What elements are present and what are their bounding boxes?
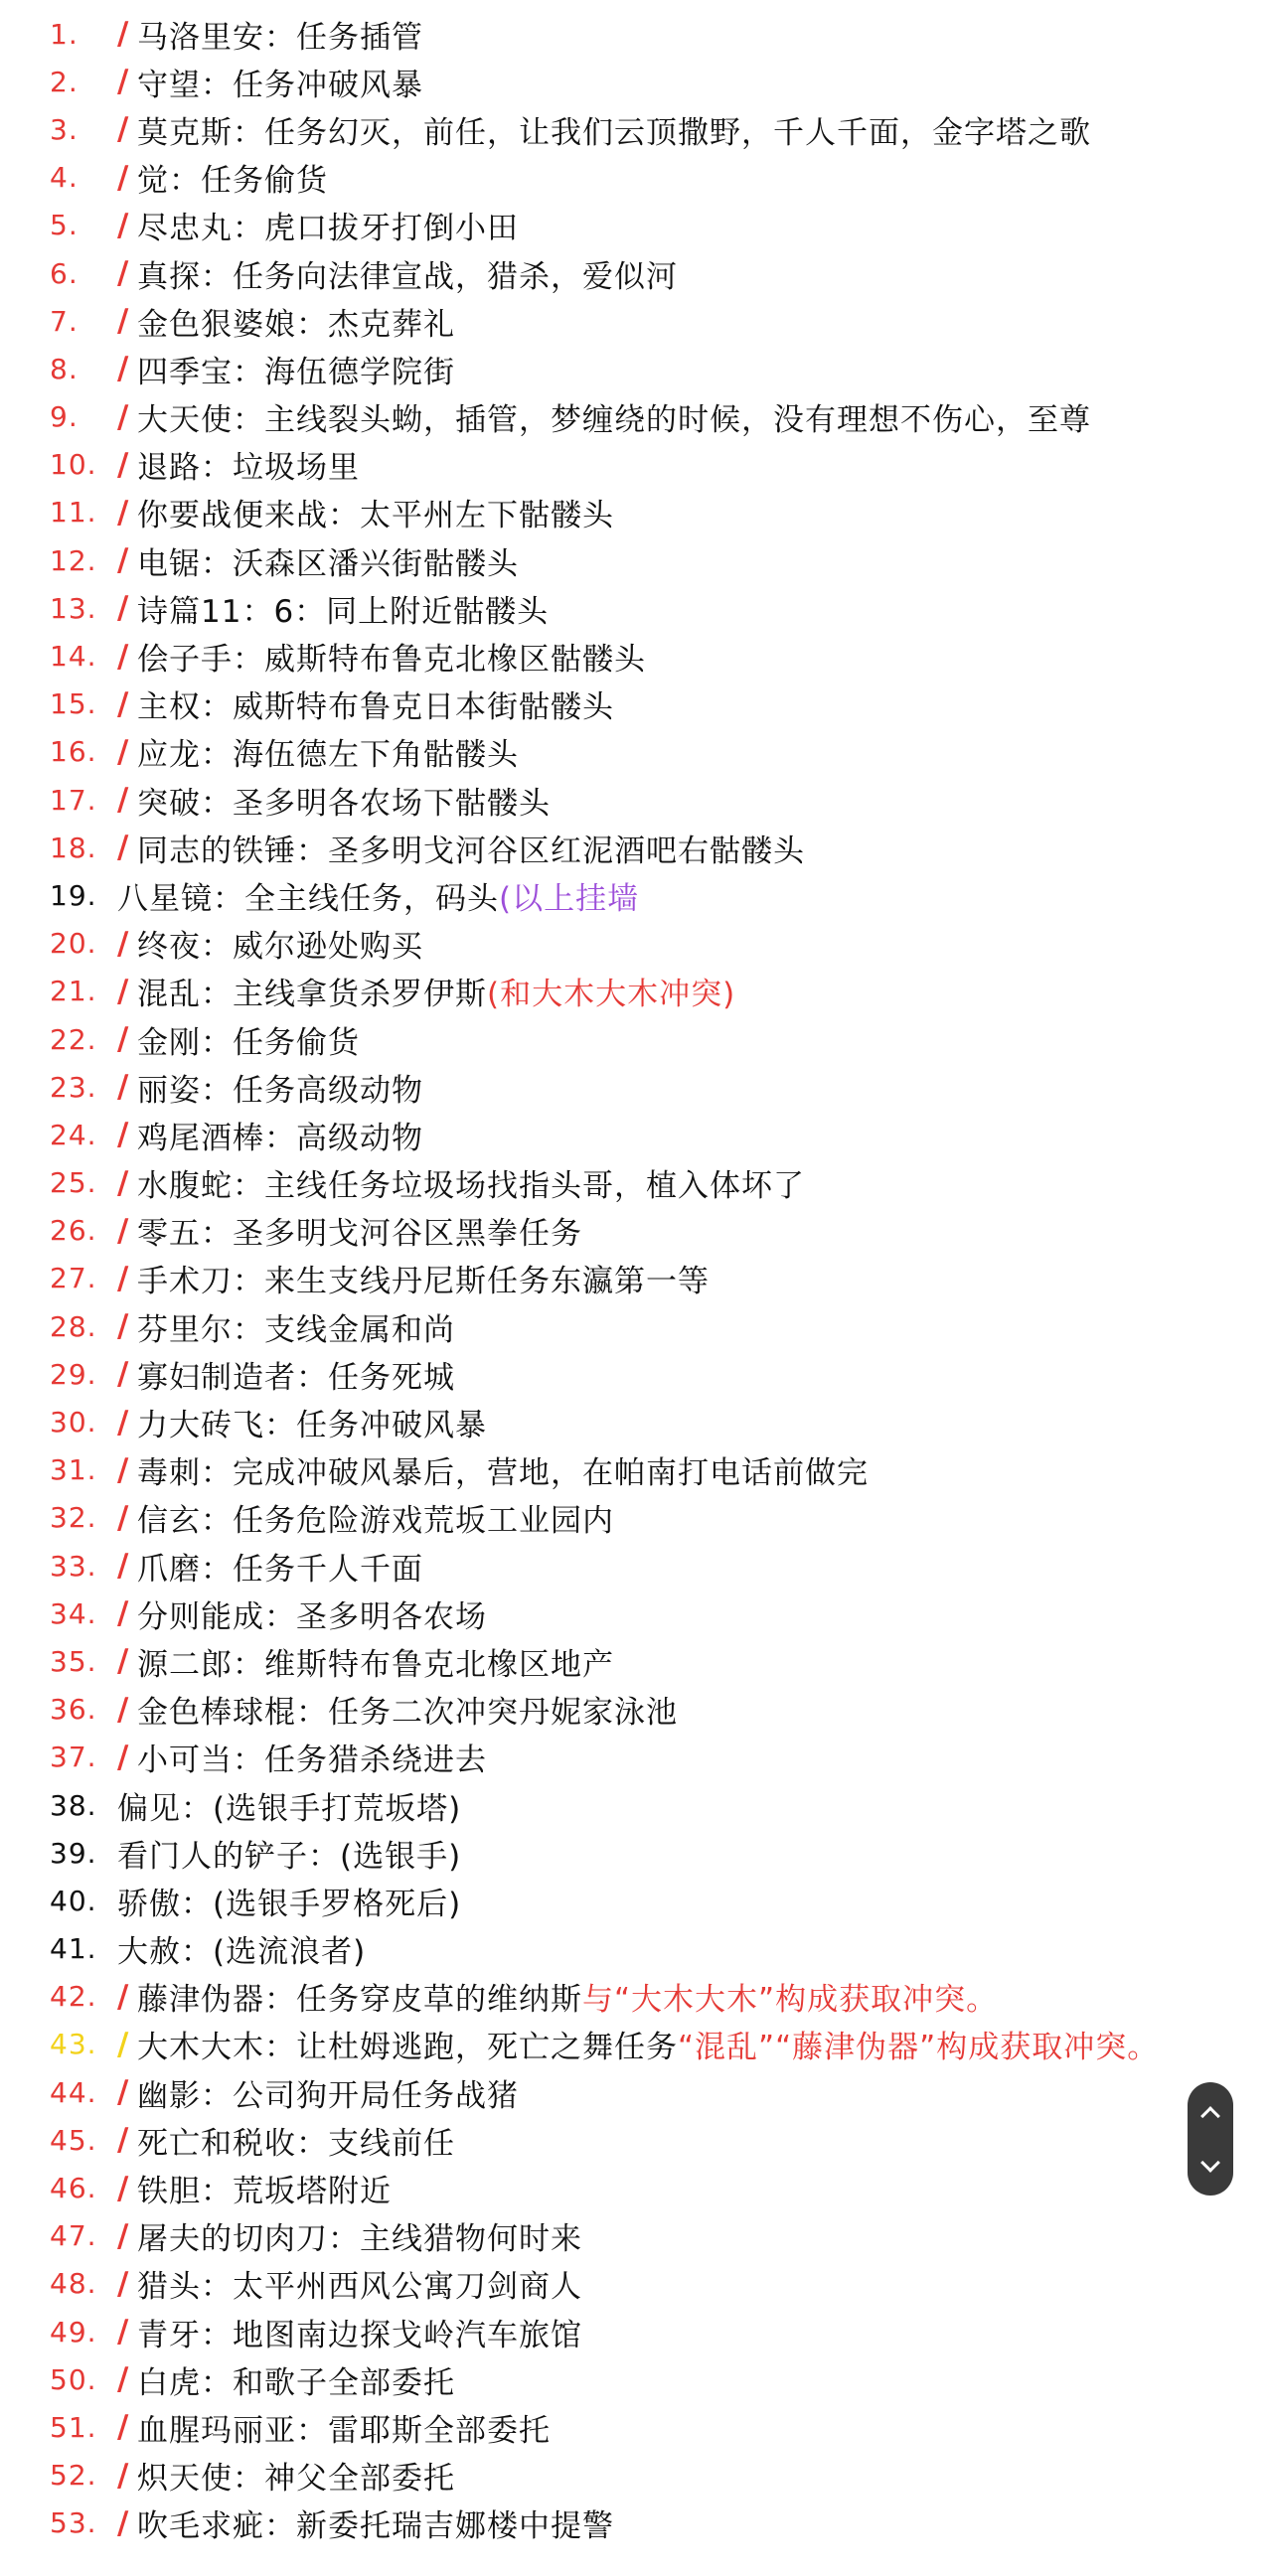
- list-item: [50, 776, 1222, 824]
- list-item: [50, 1637, 1222, 1685]
- item-text: 诗篇11：6：同上附近骷髅头: [137, 593, 550, 630]
- slash-mark: /: [117, 1978, 130, 2015]
- item-text: 芬里尔：支线金属和尚: [137, 1311, 455, 1348]
- item-text: 金色棒球棍：任务二次冲突丹妮家泳池: [137, 1695, 678, 1732]
- item-number: 22.: [50, 1022, 97, 1056]
- slash-mark: /: [117, 1212, 130, 1249]
- item-text: 青牙：地图南边探戈岭汽车旅馆: [137, 2317, 582, 2353]
- item-text: 藤津伪器：任务穿皮草的维纳斯: [137, 1982, 582, 2019]
- list-item: [50, 2068, 1222, 2116]
- list-item: [50, 58, 1222, 105]
- chevron-down-icon[interactable]: [1200, 2153, 1220, 2173]
- list-item: [50, 393, 1222, 441]
- list-item: [50, 1686, 1222, 1734]
- item-text: 血腥玛丽亚：雷耶斯全部委托: [137, 2412, 551, 2449]
- slash-mark: /: [117, 64, 130, 100]
- list-item: [50, 1494, 1222, 1542]
- item-number: 45.: [50, 2123, 97, 2157]
- item-number: 51.: [50, 2410, 97, 2444]
- slash-mark: /: [117, 1643, 130, 1680]
- item-text: 炽天使：神父全部委托: [137, 2461, 455, 2498]
- item-number: 46.: [50, 2172, 97, 2205]
- item-text: 鸡尾酒棒：高级动物: [137, 1120, 423, 1156]
- slash-mark: /: [117, 16, 130, 53]
- list-item: [50, 1302, 1222, 1350]
- item-number: 43.: [50, 2028, 97, 2061]
- item-text: 同志的铁锤：圣多明戈河谷区红泥酒吧右骷髅头: [137, 833, 805, 869]
- slash-mark: /: [117, 685, 130, 722]
- item-text: 侩子手：威斯特布鲁克北橡区骷髅头: [137, 642, 646, 679]
- list-item: [50, 1973, 1222, 2021]
- list-item: [50, 871, 1222, 919]
- list-item: [50, 1350, 1222, 1398]
- item-text: 铁胆：荒坂塔附近: [137, 2174, 392, 2210]
- item-number: 20.: [50, 927, 97, 961]
- list-item: [50, 1734, 1222, 1781]
- item-number: 25.: [50, 1166, 97, 1200]
- item-note: 与“大木大木”构成获取冲突。: [582, 1982, 999, 2019]
- list-item: [50, 105, 1222, 153]
- slash-mark: /: [117, 111, 130, 148]
- item-text: 丽姿：任务高级动物: [137, 1072, 423, 1109]
- item-text: 寡妇制造者：任务死城: [137, 1359, 455, 1396]
- item-text: 大木大木：让杜姆逃跑，死亡之舞任务: [137, 2030, 678, 2066]
- item-text: 白虎：和歌子全部委托: [137, 2364, 455, 2401]
- item-number: 48.: [50, 2267, 97, 2301]
- item-number: 8.: [50, 352, 79, 385]
- list-item: [50, 1925, 1222, 1973]
- item-text: 大赦：(选流浪者): [117, 1934, 367, 1971]
- list-item: [50, 1877, 1222, 1924]
- item-text: 终夜：威尔逊处购买: [137, 929, 423, 966]
- item-text: 马洛里安：任务插管: [137, 19, 423, 56]
- slash-mark: /: [117, 2314, 130, 2350]
- list-item: [50, 968, 1222, 1015]
- item-text: 莫克斯：任务幻灭，前任，让我们云顶撒野，千人千面，金字塔之歌: [137, 114, 1091, 151]
- list-item: [50, 2116, 1222, 2164]
- item-number: 7.: [50, 304, 79, 338]
- item-text: 金色狠婆娘：杰克葬礼: [137, 306, 455, 343]
- item-number: 1.: [50, 17, 79, 51]
- item-text: 应龙：海伍德左下角骷髅头: [137, 737, 519, 774]
- item-text: 四季宝：海伍德学院街: [137, 354, 455, 390]
- list-item: [50, 1111, 1222, 1158]
- list-item: [50, 249, 1222, 297]
- item-note: (和大木大木冲突): [487, 977, 736, 1013]
- item-number: 6.: [50, 256, 79, 290]
- item-number: 11.: [50, 496, 97, 530]
- list-item: [50, 632, 1222, 680]
- item-text: 水腹蛇：主线任务垃圾场找指头哥，植入体坏了: [137, 1168, 805, 1205]
- list-item: [50, 728, 1222, 776]
- list-item: [50, 1015, 1222, 1063]
- list-item: [50, 345, 1222, 392]
- slash-mark: /: [117, 2122, 130, 2159]
- list-item: [50, 2355, 1222, 2403]
- slash-mark: /: [117, 1260, 130, 1296]
- list-item: [50, 1781, 1222, 1829]
- item-number: 41.: [50, 1932, 97, 1966]
- item-text: 突破：圣多明各农场下骷髅头: [137, 785, 551, 822]
- item-text: 吹毛求疵：新委托瑞吉娜楼中提警: [137, 2508, 614, 2545]
- list-item: [50, 1590, 1222, 1637]
- item-number: 36.: [50, 1693, 97, 1727]
- item-note: “混乱”“藤津伪器”构成获取冲突。: [678, 2030, 1160, 2066]
- slash-mark: /: [117, 2409, 130, 2446]
- item-number: 42.: [50, 1980, 97, 2014]
- item-text: 猎头：太平州西风公寓刀剑商人: [137, 2269, 582, 2306]
- item-text: 看门人的铲子：(选银手): [117, 1838, 462, 1875]
- slash-mark: /: [117, 398, 130, 435]
- slash-mark: /: [117, 925, 130, 962]
- item-text: 八星镜：全主线任务，码头: [117, 880, 499, 917]
- item-number: 9.: [50, 400, 79, 434]
- item-text: 觉：任务偷货: [137, 163, 328, 200]
- item-number: 40.: [50, 1884, 97, 1917]
- item-number: 33.: [50, 1549, 97, 1583]
- slash-mark: /: [117, 2170, 130, 2206]
- item-number: 39.: [50, 1836, 97, 1870]
- slash-mark: /: [117, 2504, 130, 2541]
- item-number: 37.: [50, 1741, 97, 1774]
- slash-mark: /: [117, 446, 130, 483]
- item-number: 32.: [50, 1501, 97, 1535]
- item-number: 28.: [50, 1309, 97, 1343]
- slash-mark: /: [117, 1356, 130, 1393]
- item-number: 18.: [50, 831, 97, 864]
- slash-mark: /: [117, 494, 130, 530]
- list-item: [50, 2403, 1222, 2451]
- slash-mark: /: [117, 351, 130, 387]
- slash-mark: /: [117, 638, 130, 675]
- slash-mark: /: [117, 1739, 130, 1775]
- slash-mark: /: [117, 1164, 130, 1201]
- slash-mark: /: [117, 733, 130, 770]
- slash-mark: /: [117, 1117, 130, 1153]
- slash-mark: /: [117, 1404, 130, 1440]
- item-number: 38.: [50, 1788, 97, 1822]
- item-number: 17.: [50, 783, 97, 817]
- slash-mark: /: [117, 782, 130, 819]
- item-number: 12.: [50, 543, 97, 577]
- item-text: 混乱：主线拿货杀罗伊斯: [137, 977, 487, 1013]
- list-item: [50, 441, 1222, 489]
- slash-mark: /: [117, 590, 130, 627]
- slash-mark: /: [117, 542, 130, 579]
- slash-mark: /: [117, 2457, 130, 2494]
- item-text: 分则能成：圣多明各农场: [137, 1598, 487, 1635]
- item-number: 49.: [50, 2315, 97, 2349]
- item-number: 27.: [50, 1262, 97, 1295]
- item-number: 44.: [50, 2075, 97, 2109]
- slash-mark: /: [117, 2074, 130, 2111]
- item-number: 23.: [50, 1070, 97, 1104]
- item-note: (以上挂墙: [499, 880, 640, 917]
- item-text: 源二郎：维斯特布鲁克北橡区地产: [137, 1646, 614, 1683]
- list-item: [50, 1446, 1222, 1494]
- item-number: 4.: [50, 161, 79, 195]
- slash-mark: /: [117, 1499, 130, 1536]
- item-text: 偏见：(选银手打荒坂塔): [117, 1790, 462, 1827]
- list-item: [50, 824, 1222, 871]
- item-text: 退路：垃圾场里: [137, 450, 360, 487]
- slash-mark: /: [117, 1595, 130, 1632]
- slash-mark: /: [117, 159, 130, 196]
- slash-mark: /: [117, 1308, 130, 1345]
- item-number: 47.: [50, 2219, 97, 2253]
- list-item: [50, 1255, 1222, 1302]
- item-number: 14.: [50, 640, 97, 674]
- item-number: 21.: [50, 975, 97, 1008]
- item-text: 真探：任务向法律宣战，猎杀，爱似河: [137, 258, 678, 295]
- weapon-list: [50, 10, 1222, 2547]
- list-item: [50, 2500, 1222, 2547]
- slash-mark: /: [117, 1069, 130, 1106]
- list-item: [50, 2260, 1222, 2308]
- list-item: [50, 681, 1222, 728]
- list-item: [50, 2452, 1222, 2500]
- slash-mark: /: [117, 1691, 130, 1728]
- item-text: 信玄：任务危险游戏荒坂工业园内: [137, 1503, 614, 1540]
- list-item: [50, 2308, 1222, 2355]
- slash-mark: /: [117, 2026, 130, 2062]
- list-item: [50, 297, 1222, 345]
- item-number: 24.: [50, 1118, 97, 1151]
- list-item: [50, 2212, 1222, 2260]
- list-item: [50, 10, 1222, 58]
- item-text: 幽影：公司狗开局任务战猪: [137, 2077, 519, 2114]
- slash-mark: /: [117, 2265, 130, 2302]
- item-text: 主权：威斯特布鲁克日本街骷髅头: [137, 689, 614, 726]
- item-number: 35.: [50, 1644, 97, 1678]
- list-item: [50, 920, 1222, 968]
- slash-mark: /: [117, 973, 130, 1009]
- item-text: 你要战便来战：太平州左下骷髅头: [137, 498, 614, 534]
- item-number: 19.: [50, 878, 97, 912]
- item-text: 零五：圣多明戈河谷区黑拳任务: [137, 1216, 582, 1253]
- item-number: 15.: [50, 687, 97, 721]
- slash-mark: /: [117, 255, 130, 292]
- slash-mark: /: [117, 830, 130, 866]
- item-number: 29.: [50, 1357, 97, 1391]
- item-number: 50.: [50, 2362, 97, 2396]
- item-number: 10.: [50, 448, 97, 482]
- item-number: 13.: [50, 591, 97, 625]
- list-item: [50, 2021, 1222, 2068]
- list-item: [50, 1063, 1222, 1111]
- list-item: [50, 1542, 1222, 1590]
- item-text: 电锯：沃森区潘兴街骷髅头: [137, 545, 519, 582]
- item-number: 2.: [50, 65, 79, 98]
- slash-mark: /: [117, 207, 130, 243]
- item-number: 53.: [50, 2506, 97, 2540]
- scroll-widget[interactable]: [1188, 2082, 1233, 2196]
- list-item: [50, 1207, 1222, 1255]
- list-item: [50, 1159, 1222, 1207]
- item-text: 毒刺：完成冲破风暴后，营地，在帕南打电话前做完: [137, 1455, 869, 1492]
- slash-mark: /: [117, 2361, 130, 2398]
- item-number: 16.: [50, 735, 97, 769]
- slash-mark: /: [117, 2217, 130, 2254]
- item-text: 大天使：主线裂头蚴，插管，梦缠绕的时候，没有理想不伤心，至尊: [137, 402, 1091, 439]
- item-number: 30.: [50, 1406, 97, 1440]
- list-item: [50, 202, 1222, 249]
- item-number: 5.: [50, 209, 79, 242]
- item-text: 力大砖飞：任务冲破风暴: [137, 1408, 487, 1444]
- list-item: [50, 154, 1222, 202]
- item-text: 死亡和税收：支线前任: [137, 2125, 455, 2162]
- slash-mark: /: [117, 303, 130, 340]
- item-text: 小可当：任务猎杀绕进去: [137, 1743, 487, 1779]
- list-item: [50, 1398, 1222, 1445]
- item-number: 31.: [50, 1453, 97, 1487]
- item-text: 金刚：任务偷货: [137, 1024, 360, 1061]
- list-item: [50, 584, 1222, 632]
- item-text: 骄傲：(选银手罗格死后): [117, 1886, 462, 1922]
- slash-mark: /: [117, 1451, 130, 1488]
- item-text: 屠夫的切肉刀：主线猎物何时来: [137, 2221, 582, 2258]
- item-text: 爪磨：任务千人千面: [137, 1551, 423, 1588]
- item-number: 26.: [50, 1214, 97, 1248]
- chevron-up-icon[interactable]: [1200, 2106, 1220, 2126]
- list-item: [50, 536, 1222, 584]
- list-item: [50, 1829, 1222, 1877]
- item-text: 手术刀：来生支线丹尼斯任务东瀛第一等: [137, 1264, 710, 1300]
- item-number: 3.: [50, 112, 79, 146]
- list-item: [50, 489, 1222, 536]
- slash-mark: /: [117, 1021, 130, 1058]
- slash-mark: /: [117, 1548, 130, 1585]
- item-text: 守望：任务冲破风暴: [137, 67, 423, 103]
- item-text: 尽忠丸：虎口拔牙打倒小田: [137, 211, 519, 247]
- item-number: 34.: [50, 1596, 97, 1630]
- list-item: [50, 2164, 1222, 2211]
- item-number: 52.: [50, 2459, 97, 2493]
